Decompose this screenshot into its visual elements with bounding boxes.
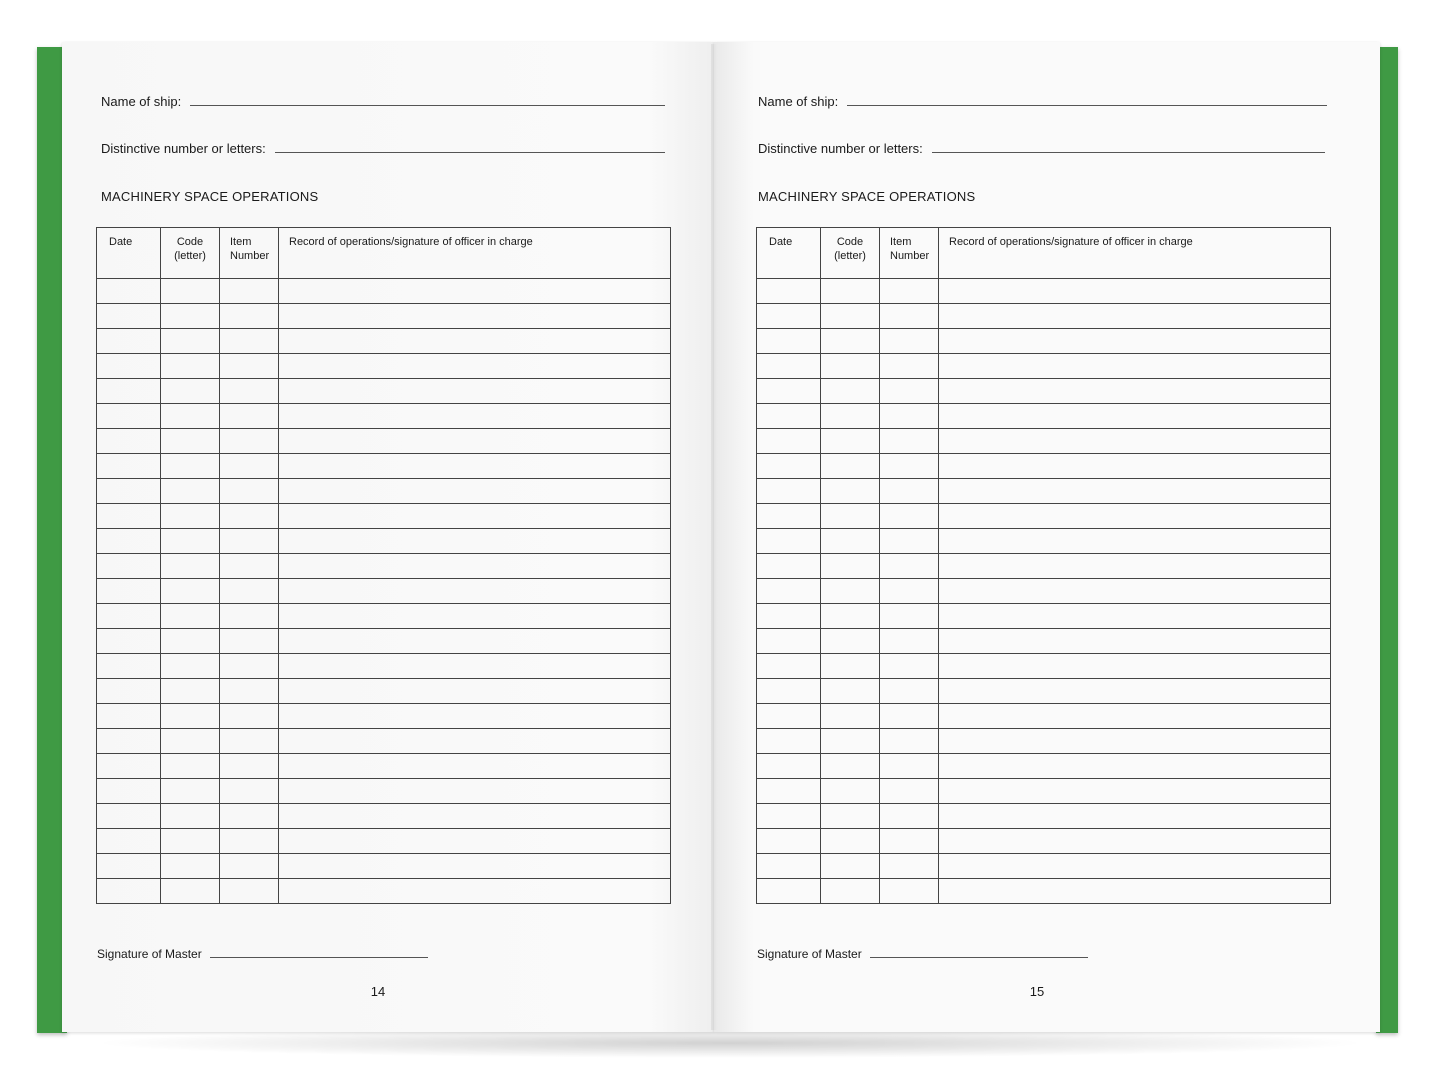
code-cell[interactable]: [821, 579, 880, 604]
record-cell[interactable]: [279, 304, 671, 329]
table-row: [97, 554, 671, 579]
item-cell[interactable]: [220, 804, 279, 829]
code-cell[interactable]: [821, 654, 880, 679]
date-cell[interactable]: [97, 379, 161, 404]
item-cell[interactable]: [880, 279, 939, 304]
record-cell[interactable]: [279, 329, 671, 354]
table-row: [97, 479, 671, 504]
date-cell[interactable]: [757, 454, 821, 479]
item-cell[interactable]: [880, 879, 939, 904]
date-cell[interactable]: [757, 679, 821, 704]
ship-name-label: Name of ship:: [101, 94, 182, 109]
code-cell[interactable]: [161, 829, 220, 854]
signature-line[interactable]: [870, 957, 1088, 958]
table-body-left: [97, 279, 671, 904]
date-cell[interactable]: [97, 654, 161, 679]
code-cell[interactable]: [821, 504, 880, 529]
code-cell[interactable]: [161, 754, 220, 779]
record-cell[interactable]: [279, 429, 671, 454]
date-cell[interactable]: [757, 754, 821, 779]
page-number-left: 14: [370, 984, 386, 999]
record-cell[interactable]: [939, 654, 1331, 679]
distinctive-label: Distinctive number or letters:: [758, 141, 923, 156]
table-row: [757, 329, 1331, 354]
date-cell[interactable]: [97, 679, 161, 704]
code-cell[interactable]: [821, 304, 880, 329]
record-cell[interactable]: [939, 279, 1331, 304]
item-cell[interactable]: [220, 879, 279, 904]
table-row: [757, 279, 1331, 304]
item-cell[interactable]: [220, 404, 279, 429]
date-cell[interactable]: [97, 479, 161, 504]
ship-name-line[interactable]: [847, 104, 1327, 106]
date-cell[interactable]: [757, 704, 821, 729]
table-row: [97, 804, 671, 829]
date-cell[interactable]: [757, 854, 821, 879]
table-row: [97, 279, 671, 304]
page-number-right: 15: [1029, 984, 1045, 999]
table-row: [97, 304, 671, 329]
record-cell[interactable]: [939, 479, 1331, 504]
col-record-header: Record of operations/signature of officer in charge: [939, 228, 1331, 279]
item-cell[interactable]: [220, 754, 279, 779]
record-cell[interactable]: [939, 379, 1331, 404]
date-cell[interactable]: [97, 754, 161, 779]
record-cell[interactable]: [939, 529, 1331, 554]
record-cell[interactable]: [939, 829, 1331, 854]
date-cell[interactable]: [757, 354, 821, 379]
item-cell[interactable]: [880, 554, 939, 579]
col-code-header: Code (letter): [161, 228, 220, 279]
distinctive-label: Distinctive number or letters:: [101, 141, 266, 156]
code-cell[interactable]: [161, 279, 220, 304]
distinctive-line[interactable]: [275, 151, 665, 153]
date-cell[interactable]: [757, 629, 821, 654]
item-cell[interactable]: [220, 779, 279, 804]
date-cell[interactable]: [97, 504, 161, 529]
item-cell[interactable]: [880, 404, 939, 429]
table-header-row: [97, 228, 671, 279]
table-row: [97, 829, 671, 854]
table-row: [97, 354, 671, 379]
record-cell[interactable]: [939, 754, 1331, 779]
date-cell[interactable]: [97, 729, 161, 754]
record-cell[interactable]: [939, 329, 1331, 354]
item-cell[interactable]: [880, 354, 939, 379]
code-cell[interactable]: [161, 329, 220, 354]
code-cell[interactable]: [821, 729, 880, 754]
date-cell[interactable]: [757, 479, 821, 504]
operations-table-left: [96, 227, 671, 904]
code-cell[interactable]: [161, 879, 220, 904]
date-cell[interactable]: [757, 329, 821, 354]
item-cell[interactable]: [220, 454, 279, 479]
record-cell[interactable]: [279, 704, 671, 729]
table-row: [97, 579, 671, 604]
code-cell[interactable]: [821, 354, 880, 379]
code-cell[interactable]: [821, 329, 880, 354]
distinctive-field-right[interactable]: [758, 141, 1325, 156]
master-signature-field-left[interactable]: [97, 947, 428, 961]
code-cell[interactable]: [821, 854, 880, 879]
record-cell[interactable]: [939, 879, 1331, 904]
code-cell[interactable]: [161, 529, 220, 554]
signature-label: Signature of Master: [97, 947, 202, 961]
item-cell[interactable]: [880, 304, 939, 329]
item-cell[interactable]: [880, 329, 939, 354]
code-cell[interactable]: [161, 779, 220, 804]
code-cell[interactable]: [161, 504, 220, 529]
date-cell[interactable]: [97, 429, 161, 454]
date-cell[interactable]: [757, 604, 821, 629]
table-row: [97, 429, 671, 454]
date-cell[interactable]: [97, 629, 161, 654]
table-row: [97, 854, 671, 879]
code-cell[interactable]: [161, 579, 220, 604]
record-cell[interactable]: [279, 829, 671, 854]
item-cell[interactable]: [880, 379, 939, 404]
date-cell[interactable]: [97, 304, 161, 329]
col-item-header: Item Number: [220, 228, 279, 279]
col-code-header: Code (letter): [821, 228, 880, 279]
record-cell[interactable]: [279, 354, 671, 379]
item-cell[interactable]: [220, 704, 279, 729]
item-cell[interactable]: [220, 429, 279, 454]
record-cell[interactable]: [279, 629, 671, 654]
table-row: [757, 729, 1331, 754]
table-row: [757, 354, 1331, 379]
table-row: [757, 579, 1331, 604]
record-cell[interactable]: [939, 629, 1331, 654]
date-cell[interactable]: [97, 454, 161, 479]
table-row: [757, 704, 1331, 729]
record-cell[interactable]: [279, 879, 671, 904]
date-cell[interactable]: [757, 879, 821, 904]
date-cell[interactable]: [97, 854, 161, 879]
item-cell[interactable]: [220, 279, 279, 304]
code-cell[interactable]: [161, 729, 220, 754]
record-cell[interactable]: [939, 679, 1331, 704]
table-row: [757, 379, 1331, 404]
code-cell[interactable]: [161, 379, 220, 404]
code-cell[interactable]: [821, 804, 880, 829]
record-cell[interactable]: [279, 729, 671, 754]
item-cell[interactable]: [220, 729, 279, 754]
record-cell[interactable]: [939, 579, 1331, 604]
code-cell[interactable]: [161, 654, 220, 679]
code-cell[interactable]: [821, 829, 880, 854]
distinctive-line[interactable]: [932, 151, 1325, 153]
code-cell[interactable]: [821, 454, 880, 479]
record-cell[interactable]: [939, 429, 1331, 454]
table-row: [97, 879, 671, 904]
date-cell[interactable]: [97, 779, 161, 804]
date-cell[interactable]: [97, 604, 161, 629]
record-cell[interactable]: [279, 479, 671, 504]
date-cell[interactable]: [757, 404, 821, 429]
col-date-header: Date: [757, 228, 821, 279]
record-cell[interactable]: [279, 854, 671, 879]
master-signature-field-right[interactable]: [757, 947, 1088, 961]
signature-label: Signature of Master: [757, 947, 862, 961]
table-row: [757, 629, 1331, 654]
item-cell[interactable]: [220, 304, 279, 329]
table-row: [757, 779, 1331, 804]
code-cell[interactable]: [161, 854, 220, 879]
code-cell[interactable]: [161, 454, 220, 479]
date-cell[interactable]: [757, 304, 821, 329]
record-cell[interactable]: [279, 679, 671, 704]
record-cell[interactable]: [939, 454, 1331, 479]
date-cell[interactable]: [97, 879, 161, 904]
item-cell[interactable]: [880, 829, 939, 854]
item-cell[interactable]: [880, 429, 939, 454]
code-cell[interactable]: [161, 354, 220, 379]
date-cell[interactable]: [757, 504, 821, 529]
record-cell[interactable]: [939, 704, 1331, 729]
date-cell[interactable]: [97, 329, 161, 354]
table-row: [97, 379, 671, 404]
item-cell[interactable]: [880, 579, 939, 604]
code-cell[interactable]: [821, 379, 880, 404]
item-cell[interactable]: [220, 554, 279, 579]
record-cell[interactable]: [279, 454, 671, 479]
date-cell[interactable]: [757, 429, 821, 454]
item-cell[interactable]: [880, 704, 939, 729]
table-row: [97, 454, 671, 479]
date-cell[interactable]: [757, 729, 821, 754]
item-cell[interactable]: [220, 654, 279, 679]
item-cell[interactable]: [220, 629, 279, 654]
item-cell[interactable]: [880, 629, 939, 654]
record-cell[interactable]: [939, 554, 1331, 579]
item-cell[interactable]: [220, 829, 279, 854]
date-cell[interactable]: [97, 404, 161, 429]
code-cell[interactable]: [821, 529, 880, 554]
table-row: [757, 854, 1331, 879]
date-cell[interactable]: [97, 804, 161, 829]
ship-name-field-left[interactable]: [101, 94, 665, 109]
item-cell[interactable]: [220, 579, 279, 604]
table-row: [97, 779, 671, 804]
record-cell[interactable]: [939, 604, 1331, 629]
item-cell[interactable]: [220, 854, 279, 879]
code-cell[interactable]: [821, 754, 880, 779]
item-cell[interactable]: [220, 604, 279, 629]
ship-name-field-right[interactable]: [758, 94, 1327, 109]
table-row: [97, 629, 671, 654]
code-cell[interactable]: [161, 554, 220, 579]
item-cell[interactable]: [880, 604, 939, 629]
item-cell[interactable]: [880, 804, 939, 829]
book-shadow: [90, 1028, 1370, 1058]
item-cell[interactable]: [220, 479, 279, 504]
record-cell[interactable]: [279, 654, 671, 679]
date-cell[interactable]: [97, 704, 161, 729]
record-cell[interactable]: [279, 579, 671, 604]
table-row: [757, 829, 1331, 854]
table-row: [757, 679, 1331, 704]
record-cell[interactable]: [939, 729, 1331, 754]
code-cell[interactable]: [161, 804, 220, 829]
record-cell[interactable]: [939, 504, 1331, 529]
date-cell[interactable]: [97, 354, 161, 379]
code-cell[interactable]: [161, 479, 220, 504]
code-cell[interactable]: [161, 429, 220, 454]
code-cell[interactable]: [821, 404, 880, 429]
table-row: [757, 529, 1331, 554]
table-row: [97, 529, 671, 554]
record-cell[interactable]: [279, 529, 671, 554]
item-cell[interactable]: [880, 779, 939, 804]
table-row: [757, 404, 1331, 429]
signature-line[interactable]: [210, 957, 428, 958]
item-cell[interactable]: [220, 329, 279, 354]
code-cell[interactable]: [161, 304, 220, 329]
table-row: [757, 554, 1331, 579]
date-cell[interactable]: [757, 829, 821, 854]
code-cell[interactable]: [821, 629, 880, 654]
record-cell[interactable]: [279, 279, 671, 304]
table-header-row: [757, 228, 1331, 279]
item-cell[interactable]: [220, 354, 279, 379]
item-cell[interactable]: [880, 454, 939, 479]
table-row: [97, 404, 671, 429]
date-cell[interactable]: [97, 529, 161, 554]
table-row: [757, 754, 1331, 779]
record-cell[interactable]: [939, 304, 1331, 329]
table-row: [757, 654, 1331, 679]
table-row: [97, 729, 671, 754]
record-cell[interactable]: [279, 504, 671, 529]
date-cell[interactable]: [97, 554, 161, 579]
item-cell[interactable]: [880, 654, 939, 679]
date-cell[interactable]: [757, 779, 821, 804]
item-cell[interactable]: [880, 854, 939, 879]
code-cell[interactable]: [821, 604, 880, 629]
operations-table-right: [756, 227, 1331, 904]
record-cell[interactable]: [279, 554, 671, 579]
item-cell[interactable]: [880, 529, 939, 554]
table-row: [757, 804, 1331, 829]
table-row: [757, 454, 1331, 479]
item-cell[interactable]: [220, 379, 279, 404]
table-row: [757, 504, 1331, 529]
code-cell[interactable]: [161, 604, 220, 629]
table-row: [97, 604, 671, 629]
table-row: [97, 654, 671, 679]
item-cell[interactable]: [880, 679, 939, 704]
record-cell[interactable]: [279, 379, 671, 404]
date-cell[interactable]: [97, 829, 161, 854]
date-cell[interactable]: [97, 279, 161, 304]
table-row: [757, 429, 1331, 454]
ship-name-label: Name of ship:: [758, 94, 839, 109]
code-cell[interactable]: [821, 879, 880, 904]
table-row: [97, 329, 671, 354]
code-cell[interactable]: [821, 779, 880, 804]
code-cell[interactable]: [821, 279, 880, 304]
date-cell[interactable]: [97, 579, 161, 604]
code-cell[interactable]: [821, 554, 880, 579]
date-cell[interactable]: [757, 529, 821, 554]
table-body-right: [757, 279, 1331, 904]
record-cell[interactable]: [939, 854, 1331, 879]
code-cell[interactable]: [821, 479, 880, 504]
date-cell[interactable]: [757, 379, 821, 404]
date-cell[interactable]: [757, 554, 821, 579]
date-cell[interactable]: [757, 279, 821, 304]
record-cell[interactable]: [279, 754, 671, 779]
table-row: [757, 304, 1331, 329]
date-cell[interactable]: [757, 654, 821, 679]
code-cell[interactable]: [161, 679, 220, 704]
section-heading-right: MACHINERY SPACE OPERATIONS: [758, 189, 976, 204]
record-cell[interactable]: [939, 354, 1331, 379]
item-cell[interactable]: [220, 529, 279, 554]
item-cell[interactable]: [880, 479, 939, 504]
code-cell[interactable]: [161, 404, 220, 429]
code-cell[interactable]: [821, 429, 880, 454]
date-cell[interactable]: [757, 579, 821, 604]
table-row: [97, 504, 671, 529]
table-row: [757, 879, 1331, 904]
code-cell[interactable]: [161, 704, 220, 729]
record-cell[interactable]: [939, 804, 1331, 829]
record-cell[interactable]: [279, 779, 671, 804]
section-heading-left: MACHINERY SPACE OPERATIONS: [101, 189, 319, 204]
item-cell[interactable]: [880, 729, 939, 754]
book-gutter: [711, 44, 717, 1030]
item-cell[interactable]: [220, 504, 279, 529]
table-row: [97, 704, 671, 729]
ship-name-line[interactable]: [190, 104, 665, 106]
table-row: [757, 604, 1331, 629]
record-cell[interactable]: [279, 404, 671, 429]
record-cell[interactable]: [939, 779, 1331, 804]
item-cell[interactable]: [880, 754, 939, 779]
table-row: [97, 754, 671, 779]
col-date-header: Date: [97, 228, 161, 279]
col-record-header: Record of operations/signature of officer in charge: [279, 228, 671, 279]
item-cell[interactable]: [880, 504, 939, 529]
date-cell[interactable]: [757, 804, 821, 829]
record-cell[interactable]: [279, 804, 671, 829]
record-cell[interactable]: [279, 604, 671, 629]
table-row: [757, 479, 1331, 504]
col-item-header: Item Number: [880, 228, 939, 279]
code-cell[interactable]: [821, 704, 880, 729]
item-cell[interactable]: [220, 679, 279, 704]
code-cell[interactable]: [161, 629, 220, 654]
code-cell[interactable]: [821, 679, 880, 704]
distinctive-field-left[interactable]: [101, 141, 665, 156]
table-row: [97, 679, 671, 704]
record-cell[interactable]: [939, 404, 1331, 429]
